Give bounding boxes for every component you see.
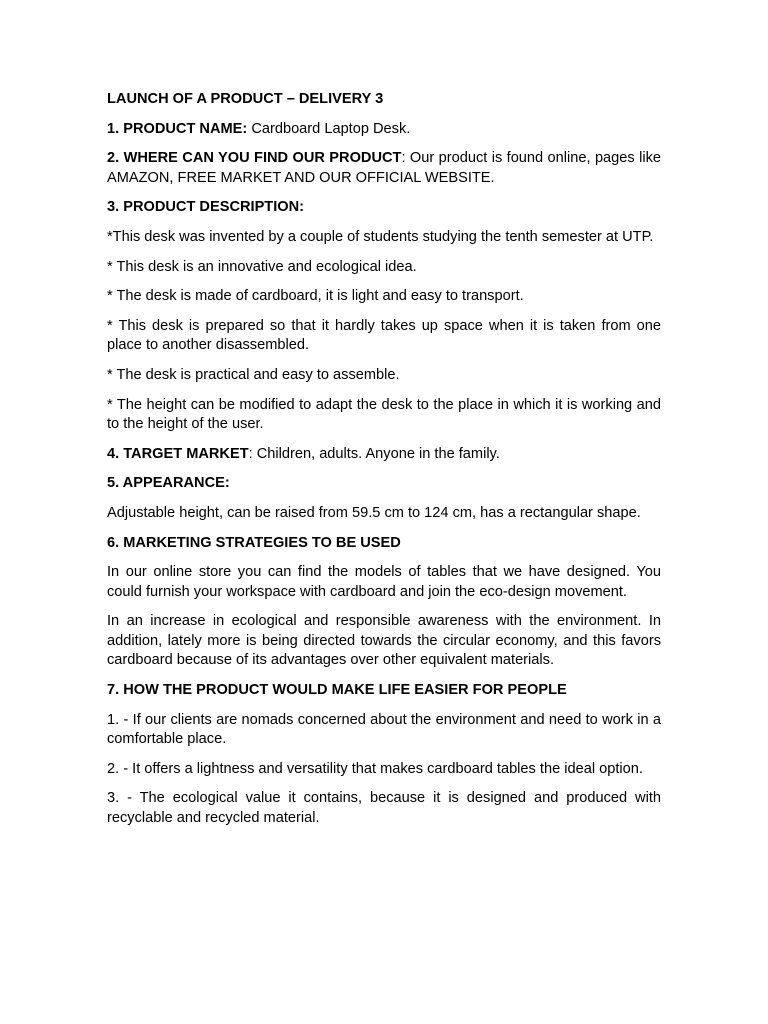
section-where-to-find	[107, 149, 661, 188]
section-product-name	[107, 120, 661, 140]
life-easier-item: 3. - The ecological value it contains, because it is designed and produced with recyclable and recycled material.	[107, 790, 661, 827]
description-bullet: * This desk is an innovative and ecological idea.	[107, 258, 417, 275]
description-bullet: * The desk is practical and easy to assemble.	[107, 366, 400, 383]
description-bullet: * This desk is prepared so that it hardly takes up space when it is taken from one place to another disassembled.	[107, 317, 661, 354]
section-text: : Our product is found online, pages like AMAZON, FREE MARKET AND OUR OFFICIAL WEBSITE.	[107, 150, 661, 186]
document-title-text: LAUNCH OF A PRODUCT – DELIVERY 3	[107, 91, 384, 107]
document-title	[107, 90, 661, 110]
section-heading: 3. PRODUCT DESCRIPTION:	[107, 199, 305, 216]
section-life-easier	[107, 681, 661, 701]
section-appearance	[107, 474, 661, 494]
description-bullet: *This desk was invented by a couple of students studying the tenth semester at UTP.	[107, 228, 654, 245]
section-heading: 7. HOW THE PRODUCT WOULD MAKE LIFE EASIER FOR PEOPLE	[107, 682, 567, 699]
appearance-text: Adjustable height, can be raised from 59.5 cm to 124 cm, has a rectangular shape.	[107, 504, 641, 521]
section-heading: 6. MARKETING STRATEGIES TO BE USED	[107, 534, 401, 551]
section-heading: 5. APPEARANCE:	[107, 475, 230, 492]
document-page	[107, 90, 661, 839]
marketing-paragraph: In our online store you can find the models of tables that we have designed. You could furnish your workspace with cardboard and join the eco-design movement.	[107, 564, 661, 600]
marketing-paragraph: In an increase in ecological and responsible awareness with the environment. In addition, lately more is being directed towards the circular economy, and this favors cardboard because of its advantages over other equivalent materials.	[107, 613, 661, 669]
section-product-description	[107, 198, 661, 218]
section-heading: 4. TARGET MARKET	[107, 445, 249, 462]
section-heading: 2. WHERE CAN YOU FIND OUR PRODUCT	[107, 150, 402, 167]
section-target-market	[107, 445, 661, 465]
description-bullet: * The desk is made of cardboard, it is light and easy to transport.	[107, 288, 524, 305]
section-text: Cardboard Laptop Desk.	[247, 120, 411, 137]
life-easier-item: 2. - It offers a lightness and versatility that makes cardboard tables the ideal option.	[107, 760, 643, 777]
description-bullet: * The height can be modified to adapt the desk to the place in which it is working and to the height of the user.	[107, 396, 661, 433]
section-heading: 1. PRODUCT NAME:	[107, 120, 248, 137]
section-marketing-strategies	[107, 534, 661, 554]
life-easier-item: 1. - If our clients are nomads concerned about the environment and need to work in a comfortable place.	[107, 711, 661, 748]
section-text: : Children, adults. Anyone in the family.	[248, 445, 500, 462]
